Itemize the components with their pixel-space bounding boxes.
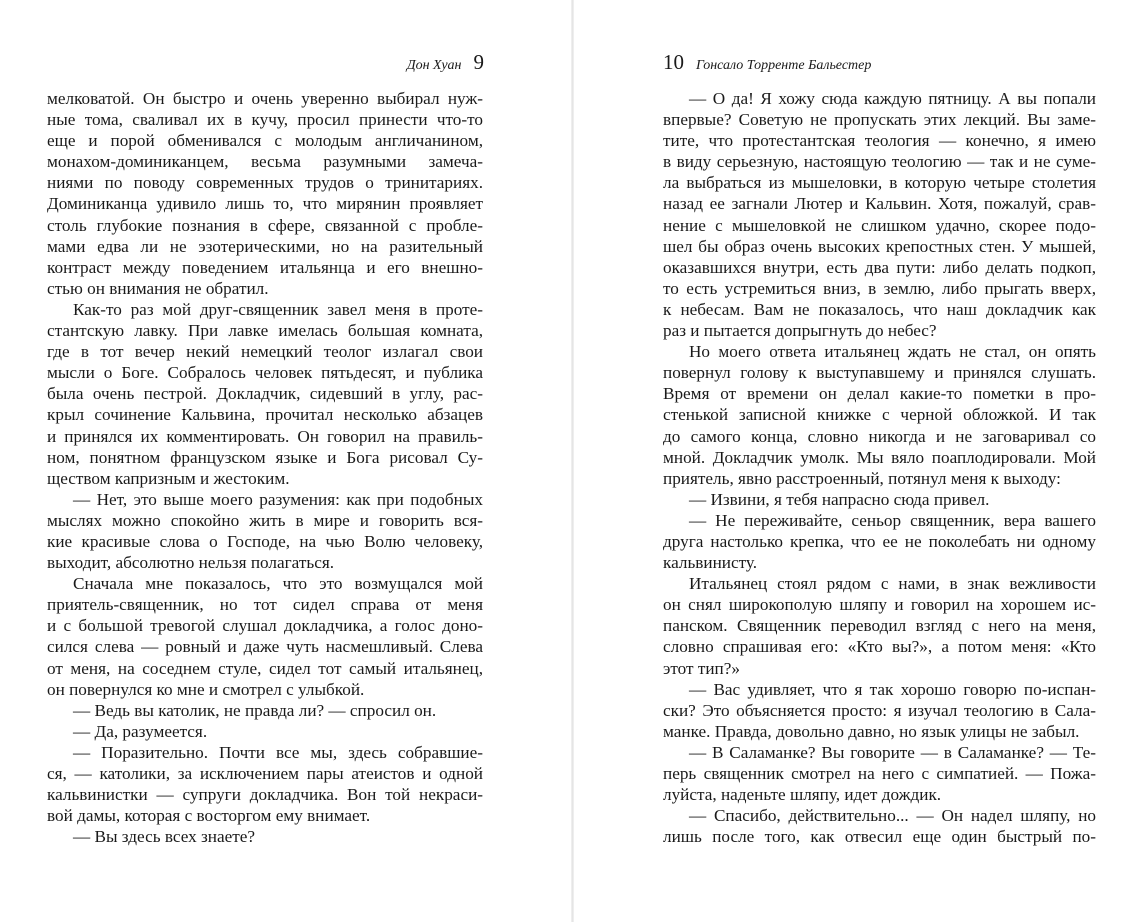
text-line: ществом капризным и жестоким. bbox=[47, 468, 290, 488]
paragraph bbox=[47, 299, 483, 489]
text-line: этот тип?» bbox=[663, 658, 740, 678]
text-line: Доминиканца удивило лишь то, что мирянин проявляет bbox=[47, 194, 483, 214]
paragraph bbox=[663, 489, 1096, 510]
paragraph bbox=[663, 88, 1096, 341]
paragraph bbox=[47, 721, 483, 742]
text-line: назад ее загнали Лютер и Кальвин. Хотя, пожалуй, срав- bbox=[663, 194, 1096, 214]
paragraph bbox=[663, 573, 1096, 678]
text-line: — О да! Я хожу сюда каждую пятницу. А вы попали bbox=[689, 89, 1096, 108]
paragraph bbox=[47, 573, 483, 700]
text-line: в виду серьезную, настоящую теологию — так и не суме- bbox=[663, 152, 1096, 172]
paragraph bbox=[663, 805, 1096, 847]
text-line: Но моего ответа итальянец ждать не стал, он опять bbox=[689, 342, 1096, 362]
paragraph bbox=[47, 742, 483, 826]
text-line: он повернулся ко мне и смотрел с улыбкой. bbox=[47, 679, 365, 699]
paragraph bbox=[47, 826, 483, 847]
paragraph bbox=[47, 489, 483, 573]
text-line: крыл сочинение Кальвина, прочитал несколько абзацев bbox=[47, 405, 483, 425]
text-line: приятель, явно расстроенный, потянул меня к выходу: bbox=[663, 468, 1061, 488]
text-line: лишь после того, как отвесил еще один быстрый по- bbox=[663, 827, 1096, 847]
text-line: столь глубокие познания в сфере, связанной с пробле- bbox=[47, 215, 483, 235]
text-line: и принялся их комментировать. Он говорил на правиль- bbox=[47, 426, 483, 446]
page-number: 10 bbox=[663, 50, 684, 74]
text-line: Итальянец стоял рядом с нами, в знак вежливости bbox=[689, 574, 1096, 594]
text-line: сился слева — ровный и даже чуть насмешливый. Слева bbox=[47, 637, 483, 657]
text-line: — Вас удивляет, что я так хорошо говорю по-испан- bbox=[689, 679, 1096, 699]
paragraph bbox=[663, 679, 1096, 742]
text-line: была очень пестрой. Докладчик, сидевший в углу, рас- bbox=[47, 384, 483, 404]
text-line: словно спрашивая его: «Кто вы?», а потом меня: «Кто bbox=[663, 637, 1096, 657]
left-page-body bbox=[47, 88, 483, 847]
text-line: — Не переживайте, сеньор священник, вера вашего bbox=[689, 510, 1096, 530]
text-line: ниями по поводу современных трудов о тринитариях. bbox=[47, 173, 483, 193]
text-line: мами едва ли не эзотерическими, но на разительный bbox=[47, 236, 483, 256]
text-line: мыслях можно спокойно жить в мире и говорить вся- bbox=[47, 510, 483, 530]
text-line: — Вы здесь всех знаете? bbox=[73, 827, 255, 847]
running-title: Дон Хуан bbox=[406, 58, 462, 73]
text-line: оказавшихся внутри, есть два пути: либо делать подкоп, bbox=[663, 257, 1096, 277]
right-page-body bbox=[663, 88, 1096, 847]
text-line: — В Саламанке? Вы говорите — в Саламанке? — Те- bbox=[689, 742, 1096, 762]
text-line: Время от времени он делал какие-то пометки в про- bbox=[663, 384, 1096, 404]
page-number: 9 bbox=[473, 50, 484, 74]
text-line: стенькой записной книжке с черной обложкой. И так bbox=[663, 405, 1096, 425]
text-line: — Нет, это выше моего разумения: как при подобных bbox=[73, 489, 483, 509]
text-line: — Да, разумеется. bbox=[73, 721, 208, 741]
text-line: луйста, наденьте шляпу, идет дождик. bbox=[663, 785, 942, 805]
text-line: до самого конца, словно никогда и не заговаривал со bbox=[663, 426, 1096, 446]
text-line: друга настолько крепка, что ее не поколебать ни одному bbox=[663, 531, 1096, 551]
text-line: контраст между поведением итальянца и его внешно- bbox=[47, 257, 483, 277]
text-line: кие красивые слова о Господе, на чью Волю человеку, bbox=[47, 531, 483, 551]
text-line: к небесам. Вам не показалось, что наш докладчик как bbox=[663, 299, 1096, 319]
right-page-header bbox=[663, 50, 871, 76]
text-line: мелковатой. Он быстро и очень уверенно выбирал нуж- bbox=[47, 89, 483, 108]
text-line: мысли о Боге. Собралось человек пятьдесят, и публика bbox=[47, 363, 483, 383]
text-line: приятель-священник, но тот сидел справа от меня bbox=[47, 595, 483, 615]
text-line: еще и порой обменивался с молодым англичанином, bbox=[47, 131, 483, 151]
paragraph bbox=[663, 341, 1096, 489]
paragraph bbox=[663, 510, 1096, 573]
text-line: вой дамы, которая с восторгом ему внимает. bbox=[47, 806, 371, 826]
text-line: раз и пытается допрыгнуть до небес? bbox=[663, 321, 937, 341]
text-line: монахом-доминиканцем, весьма разумными замеча- bbox=[47, 152, 483, 172]
text-line: — Спасибо, действительно... — Он надел шляпу, но bbox=[689, 806, 1096, 826]
text-line: ные тома, сваливал их в кучу, просил принести что-то bbox=[47, 110, 483, 130]
text-line: ла выбраться из мышеловки, в которую четыре столетия bbox=[663, 173, 1096, 193]
text-line: то есть устремиться вниз, в землю, либо прыгать вверх, bbox=[663, 278, 1096, 298]
text-line: Как-то раз мой друг-священник завел меня в проте- bbox=[73, 299, 483, 319]
paragraph bbox=[663, 742, 1096, 805]
text-line: тите, что протестантская теология — конечно, я имею bbox=[663, 131, 1096, 151]
paragraph bbox=[47, 88, 483, 299]
text-line: перь священник смотрел на него с симпатией. — Пожа- bbox=[663, 764, 1096, 783]
text-line: кальвинисту. bbox=[663, 553, 758, 573]
text-line: где в тот вечер некий немецкий теолог излагал свои bbox=[47, 342, 483, 362]
text-line: — Извини, я тебя напрасно сюда привел. bbox=[689, 489, 990, 509]
text-line: манке. Правда, довольно давно, но язык улицы не забыл. bbox=[663, 721, 1080, 741]
text-line: он снял широкополую шляпу и говорил на хорошем ис- bbox=[663, 595, 1096, 615]
text-line: — Поразительно. Почти все мы, здесь собравшие- bbox=[73, 742, 483, 762]
text-line: повернул голову к выступавшему и принялся слушать. bbox=[663, 363, 1096, 383]
text-line: мной. Докладчик умолк. Мы вяло поаплодировали. Мой bbox=[663, 447, 1096, 467]
text-line: от меня, на соседнем стуле, сидел тот самый итальянец, bbox=[47, 658, 483, 678]
text-line: кальвинистки — супруги докладчика. Вон той некраси- bbox=[47, 785, 483, 805]
text-line: стантскую лавку. При лавке имелась большая комната, bbox=[47, 321, 483, 341]
text-line: нение с мышеловкой не слишком удачно, скорее подо- bbox=[663, 215, 1096, 235]
running-title: Гонсало Торренте Бальестер bbox=[696, 58, 872, 73]
text-line: ном, понятном французском языке и Бога рисовал Су- bbox=[47, 447, 483, 467]
text-line: выходит, абсолютно нельзя полагаться. bbox=[47, 553, 335, 573]
text-line: ски? Это объясняется просто: я изучал теологию в Сала- bbox=[663, 700, 1096, 720]
text-line: впервые? Советую не пропускать этих лекций. Вы заме- bbox=[663, 110, 1096, 130]
text-line: ся, — католики, за исключением пары атеистов и одной bbox=[47, 764, 483, 783]
left-page-header bbox=[407, 50, 484, 76]
text-line: панском. Священник переводил взгляд с него на меня, bbox=[663, 616, 1096, 636]
text-line: и с большой тревогой слушал докладчика, а голос доно- bbox=[47, 616, 483, 636]
text-line: шел бы образ очень высоких крепостных стен. У мышей, bbox=[663, 236, 1096, 256]
paragraph bbox=[47, 700, 483, 721]
text-line: Сначала мне показалось, что это возмущался мой bbox=[73, 574, 483, 594]
text-line: — Ведь вы католик, не правда ли? — спросил он. bbox=[73, 700, 437, 720]
right-page bbox=[573, 0, 1146, 922]
text-line: стью он внимания не обратил. bbox=[47, 278, 269, 298]
